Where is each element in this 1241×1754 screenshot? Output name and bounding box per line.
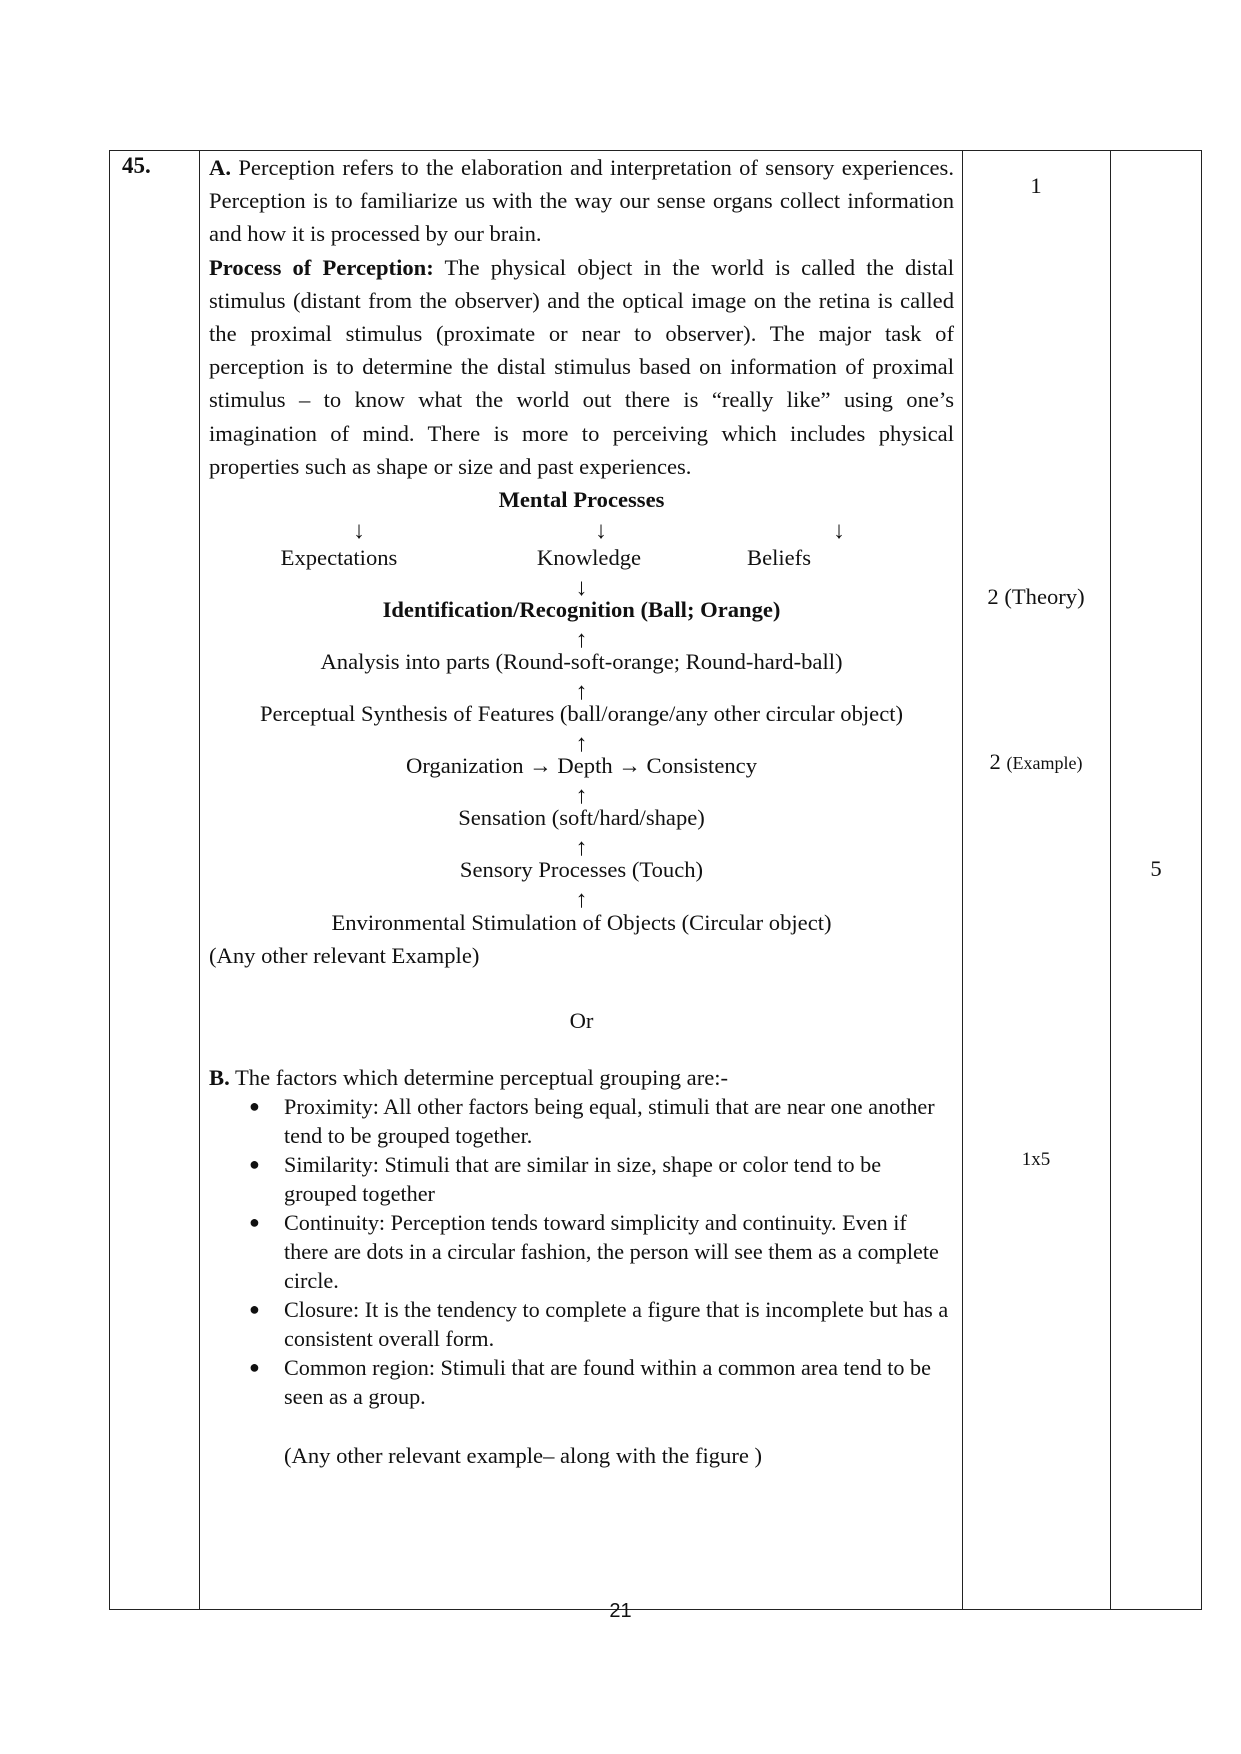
bullet-icon: ● [249, 1096, 260, 1117]
up-arrow-icon: ↑ [575, 679, 588, 706]
branch-beliefs: Beliefs [747, 545, 811, 571]
up-arrow-icon: ↑ [575, 887, 588, 914]
branch-knowledge: Knowledge [536, 545, 642, 571]
diagram-sensation: Sensation (soft/hard/shape) [458, 805, 705, 831]
up-arrow-icon: ↑ [575, 835, 588, 862]
part-a-label: A. [209, 155, 231, 180]
factor-text: Similarity: Stimuli that are similar in size, shape or color tend to be grouped together [284, 1152, 882, 1207]
down-arrow-icon: ↓ [353, 518, 365, 545]
diagram-environment: Environmental Stimulation of Objects (Circular object) [331, 910, 832, 936]
bullet-icon: ● [249, 1357, 260, 1378]
factor-text: Proximity: All other factors being equal, stimuli that are near one another tend to be grouped together. [284, 1094, 935, 1149]
perception-diagram [209, 483, 954, 998]
diagram-synthesis: Perceptual Synthesis of Features (ball/orange/any other circular object) [259, 701, 904, 727]
list-item [209, 1353, 954, 1411]
diagram-analysis: Analysis into parts (Round-soft-orange; Round-hard-ball) [320, 649, 843, 675]
bullet-icon: ● [249, 1299, 260, 1320]
answer-content [209, 151, 954, 1472]
process-heading: Process of Perception: [209, 254, 434, 280]
list-item [209, 1295, 954, 1353]
or-divider: Or [569, 1008, 594, 1034]
list-item [209, 1092, 954, 1150]
down-arrow-icon: ↓ [575, 575, 588, 602]
example-note: (Any other relevant Example) [209, 943, 480, 969]
part-b-intro-text: The factors which determine perceptual grouping are:- [234, 1065, 729, 1091]
grouping-factors-list [209, 1092, 954, 1411]
diagram-organization: Organization → Depth → Consistency [406, 753, 757, 779]
answer-table [109, 150, 1202, 1610]
marks-example-label: (Example) [1006, 753, 1083, 773]
part-b-note: (Any other relevant example– along with the figure ) [284, 1443, 763, 1469]
down-arrow-icon: ↓ [595, 518, 607, 545]
factor-text: Continuity: Perception tends toward simplicity and continuity. Even if there are dots in a circular fashion, the person will see them as a complete circle. [284, 1210, 939, 1294]
up-arrow-icon: ↑ [575, 731, 588, 758]
process-paragraph [209, 251, 954, 483]
up-arrow-icon: ↑ [575, 783, 588, 810]
marks-example [962, 749, 1110, 775]
question-number: 45. [122, 153, 151, 178]
factor-text: Common region: Stimuli that are found within a common area tend to be seen as a group. [284, 1355, 932, 1410]
up-arrow-icon: ↑ [575, 627, 588, 654]
down-arrow-icon: ↓ [833, 518, 845, 545]
bullet-icon: ● [249, 1212, 260, 1233]
marks-part-b: 1x5 [1021, 1149, 1051, 1170]
page-number: 21 [609, 1600, 632, 1622]
process-text: The physical object in the world is called the distal stimulus (distant from the observer) and the optical image on the retina is called the proximal stimulus (proximate or near to observer). The major task of perception is to determine the distal stimulus based on information of proximal stimulus – to know what the world out there is “really like” using one’s imagination of mind. There is more to perceiving which includes physical properties such as shape or size and past experiences. [209, 254, 954, 479]
part-a-intro-text: Perception refers to the elaboration and interpretation of sensory experiences. Perception is to familiarize us with the way our sense organs collect information and how it is processed by our brain. [209, 155, 954, 247]
list-item [209, 1150, 954, 1208]
column-divider [199, 151, 200, 1609]
marks-theory: 2 (Theory) [987, 584, 1085, 609]
diagram-sensory: Sensory Processes (Touch) [459, 857, 704, 883]
marks-example-number: 2 [989, 749, 1001, 774]
branch-expectations: Expectations [280, 545, 398, 571]
list-item [209, 1208, 954, 1295]
diagram-mental-processes: Mental Processes [498, 487, 665, 513]
marks-total: 5 [1150, 856, 1162, 881]
part-a-intro [209, 151, 954, 251]
factor-text: Closure: It is the tendency to complete a figure that is incomplete but has a consistent overall form. [284, 1297, 949, 1352]
bullet-icon: ● [249, 1154, 260, 1175]
marks-part-a-definition: 1 [1030, 173, 1042, 198]
part-b-intro [209, 1063, 954, 1092]
part-b-label: B. [209, 1065, 230, 1091]
diagram-identification: Identification/Recognition (Ball; Orange) [382, 597, 781, 623]
column-divider [962, 151, 963, 1609]
